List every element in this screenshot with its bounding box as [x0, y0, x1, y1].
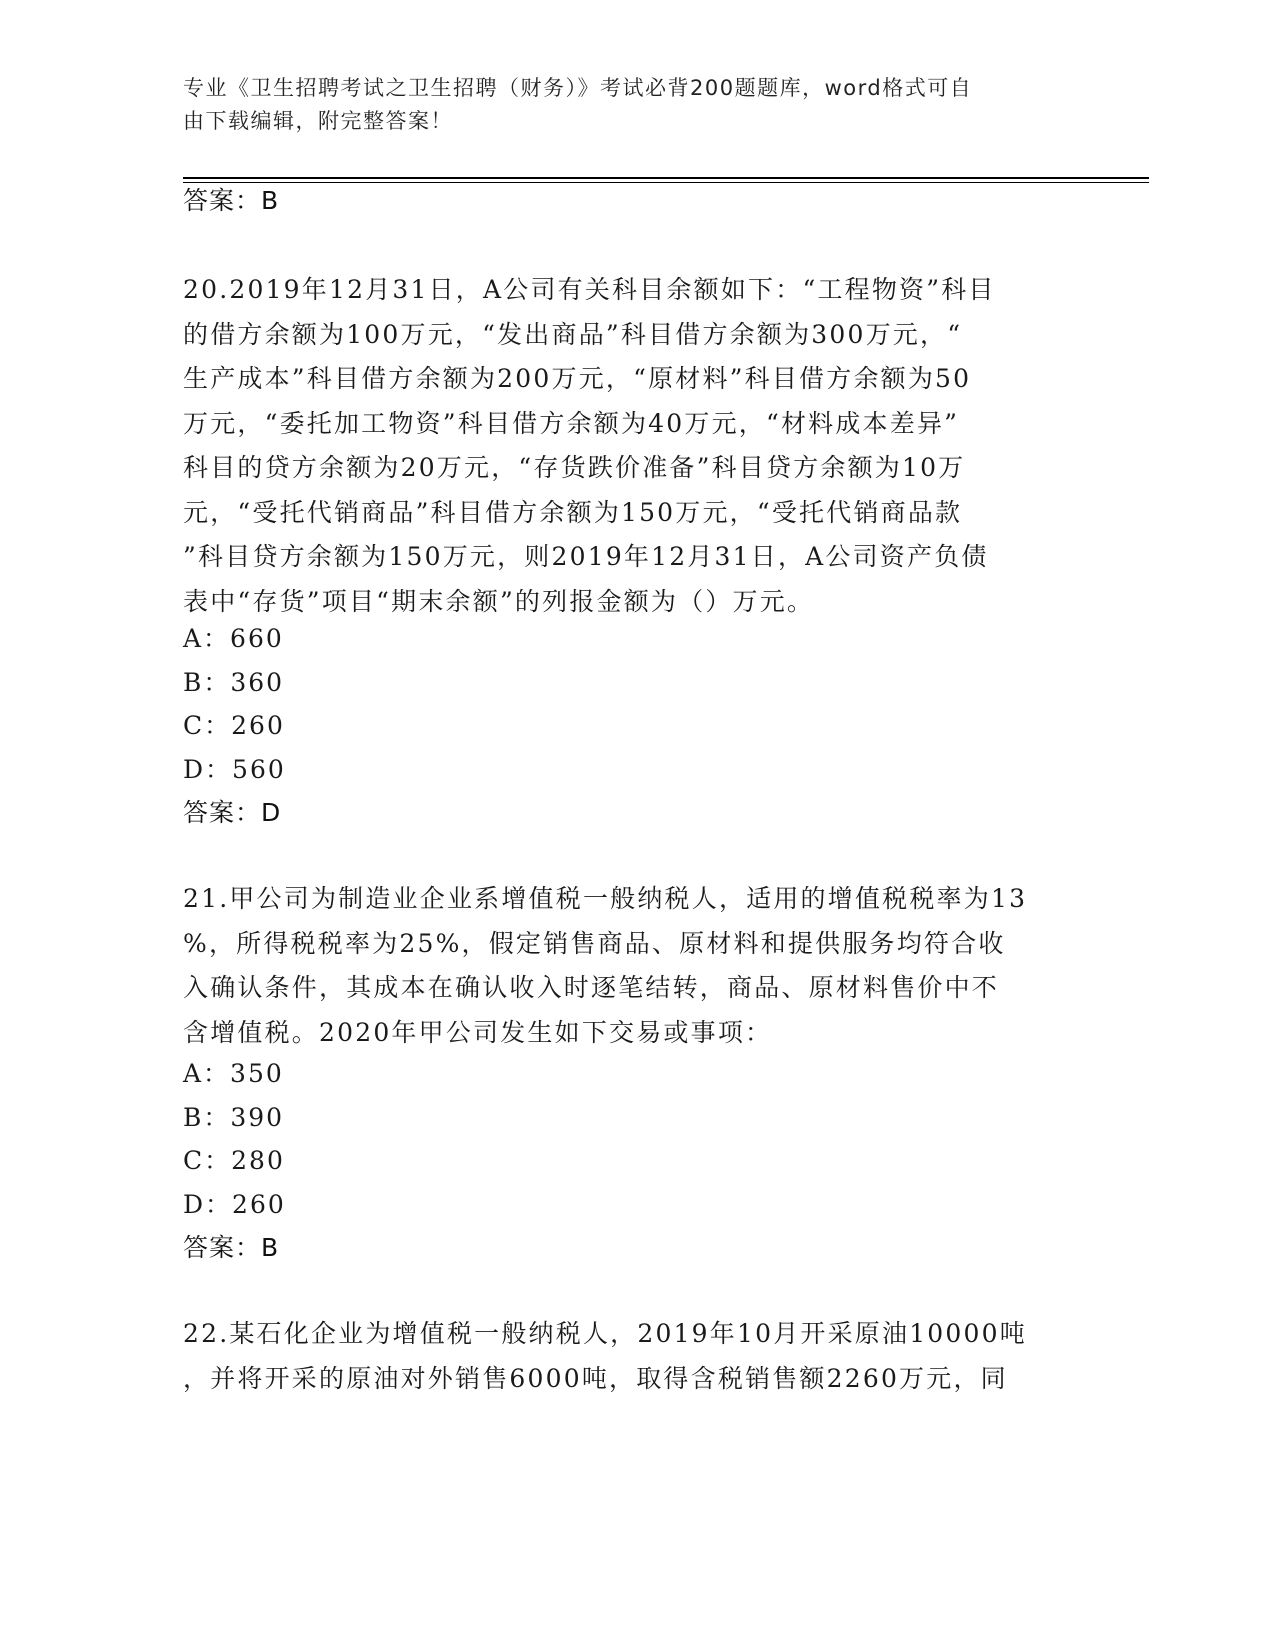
question-21-option-c: C：280	[183, 1146, 285, 1175]
answer-q19: 答案：B	[183, 186, 280, 215]
question-21-option-a: A：350	[183, 1059, 284, 1088]
header-divider	[183, 177, 1149, 179]
question-21-option-b: B：390	[183, 1103, 285, 1132]
question-22-text: 22.某石化企业为增值税一般纳税人，2019年10月开采原油10000吨 ，并将开采的原油对外销售6000吨，取得含税销售额2260万元，同	[183, 1319, 1027, 1393]
question-20-text: 20.2019年12月31日，A公司有关科目余额如下：“工程物资”科目 的借方余额为100万元，“发出商品”科目借方余额为300万元，“ 生产成本”科目借方余额为200万元，“原材料”科目借方余额为50 万元，“委托加工物资”科目借方余额为40万元，“材料成本差异” 科目的贷方余额为20万元，“存货跌价准备”科目贷方余额为10万 元，“受托代销商品”科目借方余额为150万元，“受托代销商品款 ”科目贷方余额为150万元，则2019年12月31日，A公司资产负债 表中“存货”项目“期末余额”的列报金额为（）万元。	[183, 275, 996, 616]
question-20-option-a: A：660	[183, 624, 284, 653]
answer-q21: 答案：B	[183, 1233, 280, 1262]
document-header: 专业《卫生招聘考试之卫生招聘（财务）》考试必背200题题库，word格式可自 由下载编辑，附完整答案！	[183, 76, 973, 133]
question-21-option-d: D：260	[183, 1190, 286, 1219]
header-divider-thin	[183, 182, 1149, 183]
question-20-option-b: B：360	[183, 668, 285, 697]
question-20-option-d: D：560	[183, 755, 286, 784]
answer-q20: 答案：D	[183, 798, 282, 827]
question-21-text: 21.甲公司为制造业企业系增值税一般纳税人，适用的增值税税率为13 %，所得税税率为25%，假定销售商品、原材料和提供服务均符合收 入确认条件，其成本在确认收入时逐笔结转，商品、原材料售价中不 含增值税。2020年甲公司发生如下交易或事项：	[183, 884, 1028, 1047]
question-20-option-c: C：260	[183, 711, 285, 740]
